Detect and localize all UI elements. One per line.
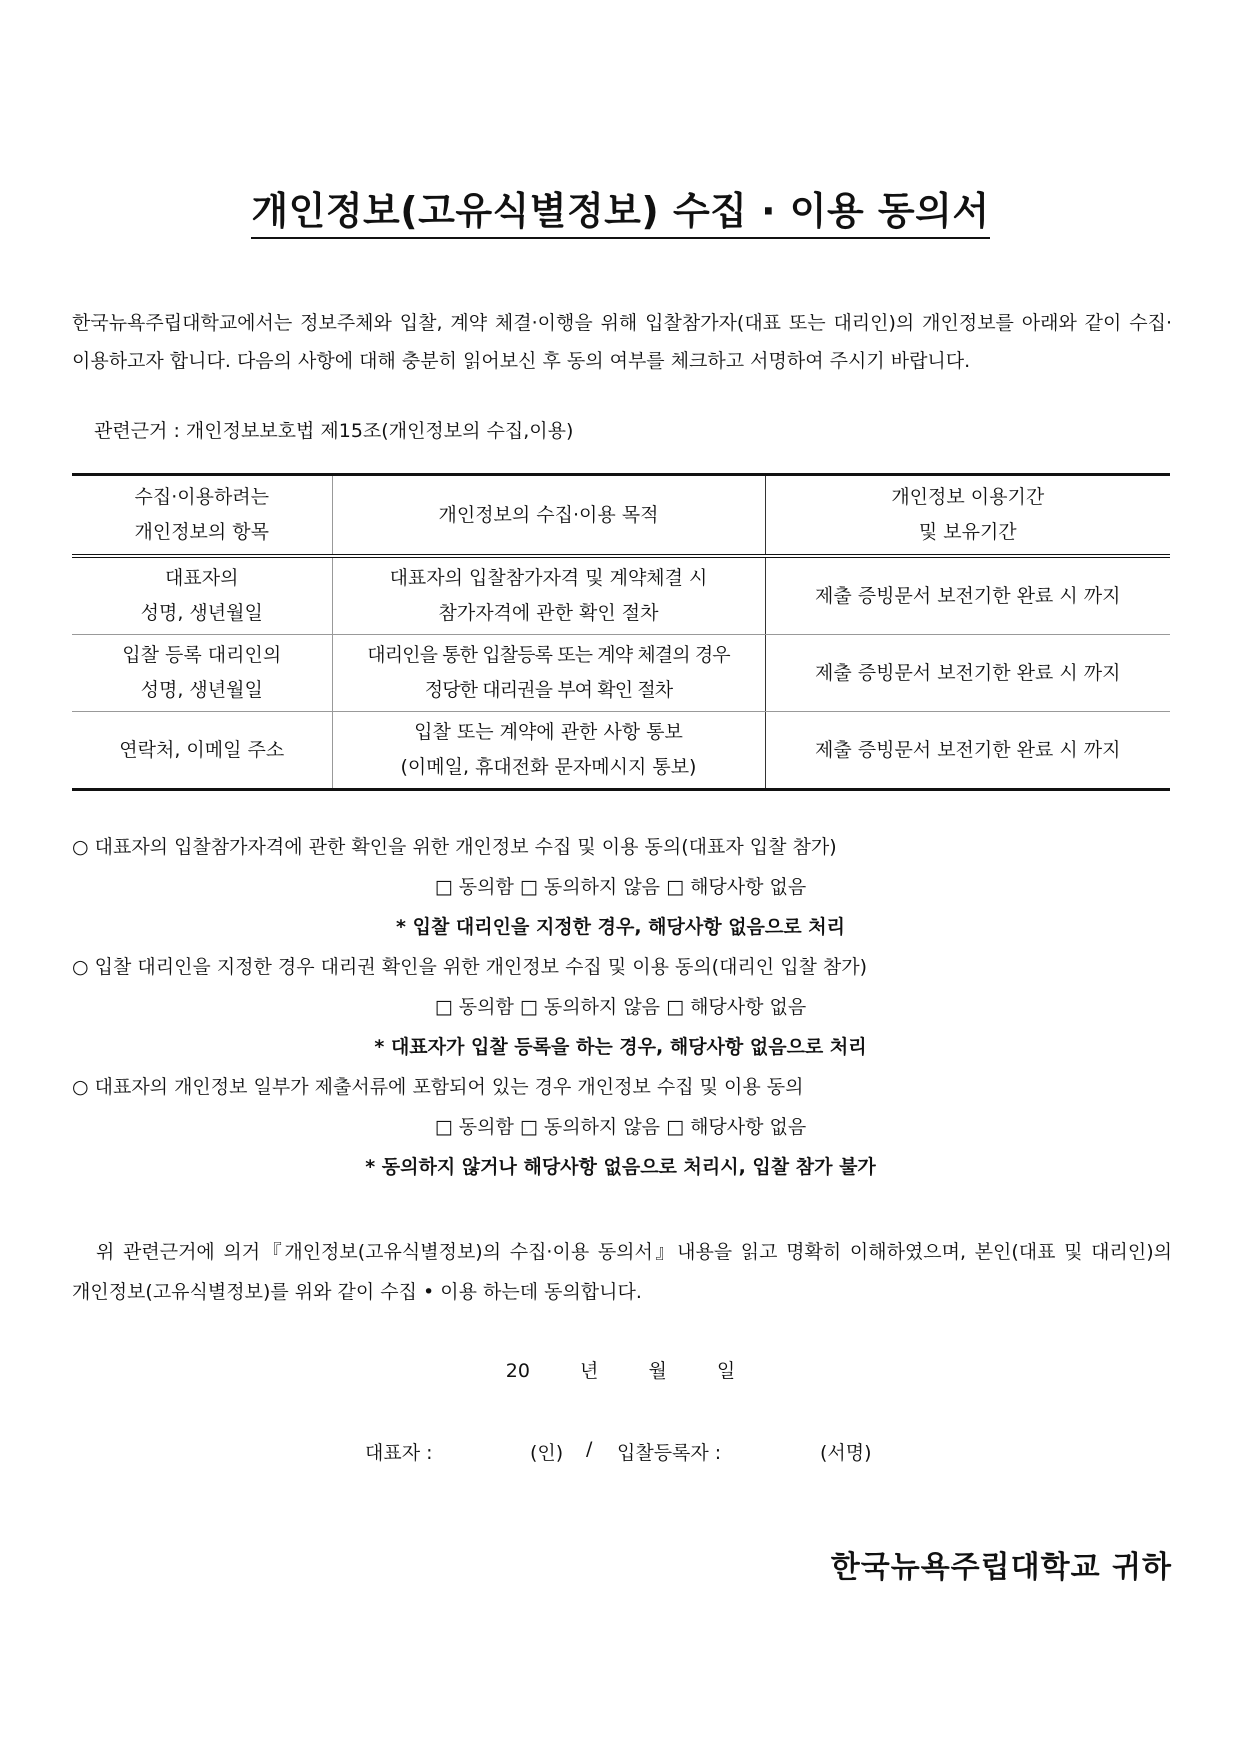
- consent-options-representative: [0, 872, 1241, 899]
- registrant-signature-field[interactable]: (서명): [820, 1442, 872, 1464]
- row-item: [72, 556, 332, 635]
- row-item-line1: 대표자의: [165, 567, 239, 589]
- table-row: [72, 556, 1170, 635]
- consent-options-agent: [0, 992, 1241, 1019]
- row-purpose-line2: 참가자격에 관한 확인 절차: [438, 602, 659, 624]
- row-purpose-line1: 입찰 또는 계약에 관한 사항 통보: [414, 721, 683, 743]
- document-title-text: 개인정보(고유식별정보) 수집 · 이용 동의서: [251, 189, 989, 239]
- row-item-line2: 성명, 생년월일: [140, 679, 263, 701]
- header-period-line1: 개인정보 이용기간: [891, 486, 1045, 508]
- agree-checkbox[interactable]: □ 동의함: [434, 876, 514, 898]
- consent-note-representative: * 입찰 대리인을 지정한 경우, 해당사항 없음으로 처리: [396, 916, 845, 938]
- not-applicable-checkbox[interactable]: □ 해당사항 없음: [666, 1116, 807, 1138]
- table-header-row: [72, 475, 1170, 557]
- header-items-line1: 수집·이용하려는: [134, 486, 270, 508]
- row-purpose-line2: (이메일, 휴대전화 문자메시지 통보): [400, 756, 697, 778]
- intro-paragraph: 한국뉴욕주립대학교에서는 정보주체와 입찰, 계약 체결·이행을 위해 입찰참가자(대표 또는 대리인)의 개인정보를 아래와 같이 수집·이용하고자 합니다. 다음의 사항에 대해 충분히 읽어보신 후 동의 여부를 체크하고 서명하여 주시기 바랍니다.: [72, 312, 1172, 372]
- row-purpose: [332, 556, 765, 635]
- row-item-line1: 연락처, 이메일 주소: [119, 738, 285, 761]
- date-line: [0, 1356, 1241, 1383]
- consent-question-representative: ○ 대표자의 입찰참가자격에 관한 확인을 위한 개인정보 수집 및 이용 동의(대표자 입찰 참가): [72, 836, 837, 858]
- consent-note-documents: * 동의하지 않거나 해당사항 없음으로 처리시, 입찰 참가 불가: [365, 1156, 876, 1178]
- consent-note-agent: * 대표자가 입찰 등록을 하는 경우, 해당사항 없음으로 처리: [374, 1036, 867, 1058]
- consent-question-documents: ○ 대표자의 개인정보 일부가 제출서류에 포함되어 있는 경우 개인정보 수집 및 이용 동의: [72, 1076, 804, 1098]
- closing-statement: 위 관련근거에 의거『개인정보(고유식별정보)의 수집·이용 동의서』내용을 읽고 명확히 이해하였으며, 본인(대표 및 대리인)의 개인정보(고유식별정보)를 위와 같이 수집 • 이용 하는데 동의합니다.: [72, 1241, 1172, 1303]
- header-items: [72, 475, 332, 557]
- consent-options-documents: [0, 1112, 1241, 1139]
- row-item-line2: 성명, 생년월일: [140, 602, 263, 624]
- row-purpose-line1: 대리인을 통한 입찰등록 또는 계약 체결의 경우: [367, 644, 730, 666]
- row-purpose-line1: 대표자의 입찰참가자격 및 계약체결 시: [389, 567, 708, 589]
- date-year-label: 년: [580, 1360, 599, 1382]
- header-items-line2: 개인정보의 항목: [134, 521, 270, 543]
- addressee: 한국뉴욕주립대학교 귀하: [830, 1550, 1172, 1585]
- row-item: [72, 712, 332, 790]
- registrant-label: 입찰등록자 :: [617, 1442, 722, 1464]
- not-applicable-checkbox[interactable]: □ 해당사항 없음: [666, 996, 807, 1018]
- representative-seal-field[interactable]: (인): [530, 1442, 564, 1464]
- disagree-checkbox[interactable]: □ 동의하지 않음: [519, 876, 661, 898]
- row-period: 제출 증빙문서 보전기한 완료 시 까지: [765, 712, 1170, 790]
- signature-separator: /: [586, 1438, 593, 1460]
- representative-label: 대표자 :: [365, 1442, 433, 1464]
- agree-checkbox[interactable]: □ 동의함: [434, 1116, 514, 1138]
- disagree-checkbox[interactable]: □ 동의하지 않음: [519, 1116, 661, 1138]
- table-row: [72, 712, 1170, 790]
- row-item-line1: 입찰 등록 대리인의: [122, 644, 282, 666]
- disagree-checkbox[interactable]: □ 동의하지 않음: [519, 996, 661, 1018]
- row-period: 제출 증빙문서 보전기한 완료 시 까지: [765, 635, 1170, 712]
- legal-basis: 관련근거 : 개인정보보호법 제15조(개인정보의 수집,이용): [94, 420, 574, 442]
- header-period-line2: 및 보유기간: [918, 521, 1017, 543]
- date-year[interactable]: 20: [505, 1360, 530, 1382]
- row-purpose: [332, 635, 765, 712]
- row-item: [72, 635, 332, 712]
- header-purpose-line1: 개인정보의 수집·이용 목적: [438, 503, 659, 526]
- date-day-label: 일: [716, 1360, 736, 1382]
- personal-info-table: [72, 473, 1170, 791]
- consent-question-agent: ○ 입찰 대리인을 지정한 경우 대리권 확인을 위한 개인정보 수집 및 이용 동의(대리인 입찰 참가): [72, 956, 868, 978]
- header-purpose: [332, 475, 765, 557]
- not-applicable-checkbox[interactable]: □ 해당사항 없음: [666, 876, 807, 898]
- row-purpose-line2: 정당한 대리권을 부여 확인 절차: [424, 679, 673, 701]
- agree-checkbox[interactable]: □ 동의함: [434, 996, 514, 1018]
- table-row: [72, 635, 1170, 712]
- document-title: [0, 180, 1241, 235]
- row-period: 제출 증빙문서 보전기한 완료 시 까지: [765, 556, 1170, 635]
- date-month-label: 월: [648, 1360, 667, 1382]
- row-purpose: [332, 712, 765, 790]
- header-period: [765, 475, 1170, 557]
